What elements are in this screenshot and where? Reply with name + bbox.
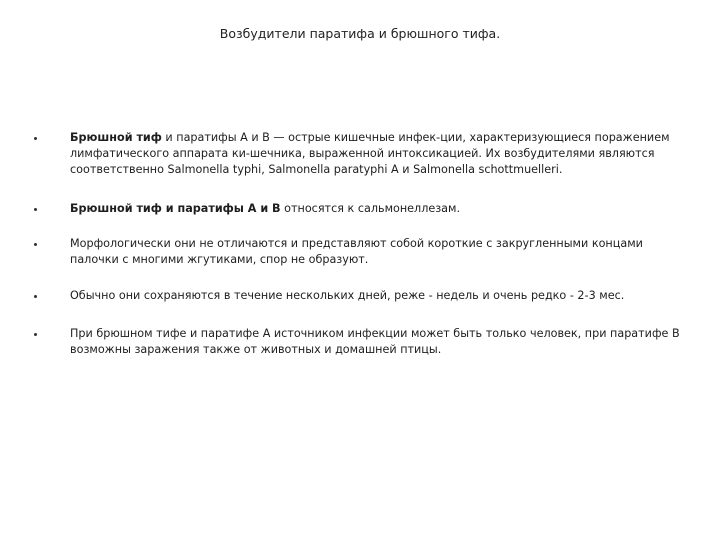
bullet-bold-text: Брюшной тиф и паратифы А и В	[70, 202, 281, 215]
bullet-text: При брюшном тифе и паратифе А источником инфекции может быть только человек, при паратифе В возможны заражения также от животных и домашней птицы.	[70, 327, 680, 356]
bullet-text: относятся к сальмонеллезам.	[280, 202, 461, 215]
bullet-dot-icon	[34, 243, 37, 246]
bullet-dot-icon	[34, 333, 37, 336]
bullet-item	[34, 130, 694, 178]
bullet-list	[34, 130, 694, 378]
bullet-text: Морфологически они не отличаются и представляют собой короткие с закругленными концами палочки с многими жгутиками, спор не образуют.	[70, 237, 643, 266]
bullet-text: и паратифы А и В — острые кишечные инфек-ции, характеризующиеся поражением лимфатического аппарата ки-шечника, выраженной интоксикацией. Их возбудителями являются соответственно Salmonella typhi, Salmonella paratyphi A и Salmonella schottmuelleri.	[70, 131, 670, 176]
slide-title: Возбудители паратифа и брюшного тифа.	[219, 26, 501, 41]
bullet-bold-text: Брюшной тиф	[70, 131, 162, 144]
bullet-item	[34, 201, 694, 217]
bullet-dot-icon	[34, 137, 37, 140]
bullet-item	[34, 288, 694, 304]
bullet-dot-icon	[34, 295, 37, 298]
bullet-text: Обычно они сохраняются в течение нескольких дней, реже - недель и очень редко - 2-3 мес.	[70, 289, 625, 302]
bullet-dot-icon	[34, 208, 37, 211]
bullet-item	[34, 236, 694, 268]
bullet-item	[34, 326, 694, 358]
